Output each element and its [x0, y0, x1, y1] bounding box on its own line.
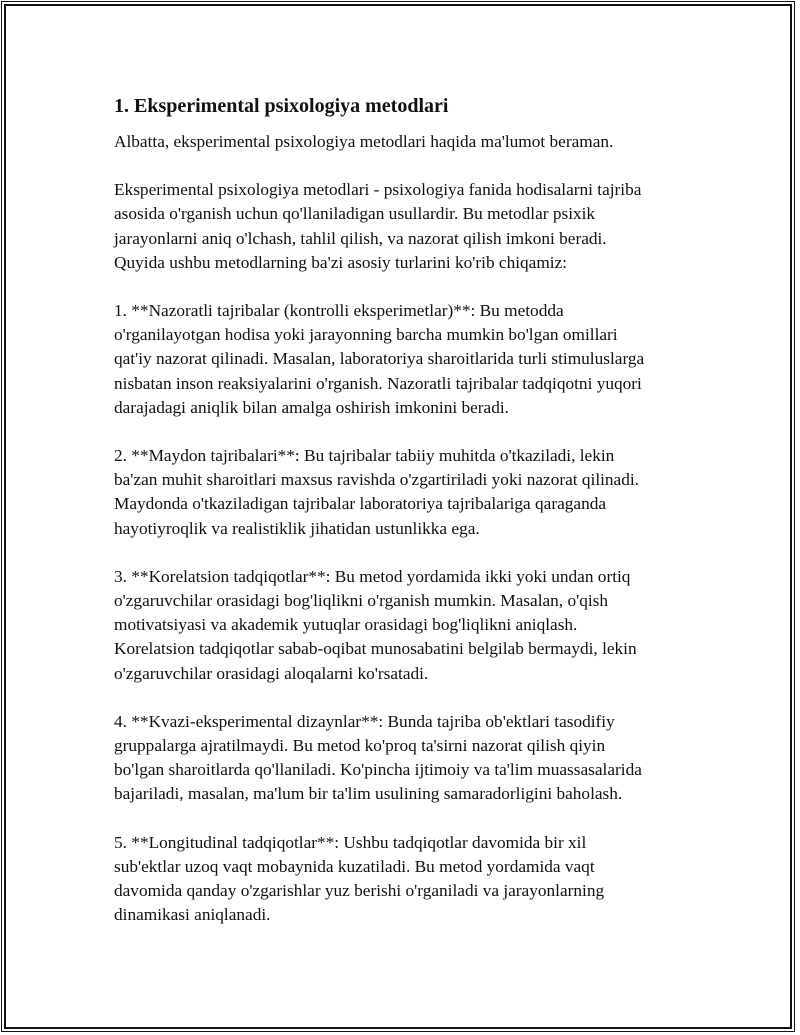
text-line: 5. **Longitudinal tadqiqotlar**: Ushbu tadqiqotlar davomida bir xil	[114, 832, 587, 852]
method-item-1	[114, 299, 704, 420]
text-line: Quyida ushbu metodlarning ba'zi asosiy turlarini ko'rib chiqamiz:	[114, 252, 568, 272]
text-line: o'zgaruvchilar orasidagi aloqalarni ko'rsatadi.	[114, 663, 429, 683]
text-line: dinamikasi aniqlanadi.	[114, 905, 271, 925]
text-line: Eksperimental psixologiya metodlari - psixologiya fanida hodisalarni tajriba	[114, 180, 642, 200]
text-line: davomida qanday o'zgarishlar yuz berishi o'rganiladi va jarayonlarning	[114, 881, 605, 901]
document-title: 1. Eksperimental psixologiya metodlari	[114, 95, 449, 117]
method-item-3	[114, 565, 704, 686]
text-line: 2. **Maydon tajribalari**: Bu tajribalar tabiiy muhitda o'tkaziladi, lekin	[114, 446, 615, 466]
text-line: nisbatan inson reaksiyalarini o'rganish. Nazoratli tajribalar tadqiqotni yuqori	[114, 373, 642, 393]
text-line: gruppalarga ajratilmaydi. Bu metod ko'proq ta'sirni nazorat qilish qiyin	[114, 736, 606, 756]
text-line: motivatsiyasi va akademik yutuqlar orasidagi bog'liqlikni aniqlash.	[114, 615, 578, 635]
text-line: Korelatsion tadqiqotlar sabab-oqibat munosabatini belgilab bermaydi, lekin	[114, 639, 637, 659]
text-line: o'rganilayotgan hodisa yoki jarayonning barcha mumkin bo'lgan omillari	[114, 325, 618, 345]
text-line: sub'ektlar uzoq vaqt mobaynida kuzatiladi. Bu metod yordamida vaqt	[114, 856, 595, 876]
text-line: 4. **Kvazi-eksperimental dizaynlar**: Bunda tajriba ob'ektlari tasodifiy	[114, 711, 615, 731]
text-line: 1. **Nazoratli tajribalar (kontrolli eksperimetlar)**: Bu metodda	[114, 301, 564, 321]
method-item-4	[114, 710, 704, 807]
text-line: bajariladi, masalan, ma'lum bir ta'lim usulining samaradorligini baholash.	[114, 784, 623, 804]
text-line: ba'zan muhit sharoitlari maxsus ravishda o'zgartiriladi yoki nazorat qilinadi.	[114, 470, 639, 490]
method-item-5	[114, 831, 704, 928]
definition-paragraph	[114, 178, 704, 275]
text-line: qat'iy nazorat qilinadi. Masalan, laboratoriya sharoitlarida turli stimuluslarga	[114, 349, 645, 369]
text-line: asosida o'rganish uchun qo'llaniladigan usullardir. Bu metodlar psixik	[114, 204, 596, 224]
text-line: Maydonda o'tkaziladigan tajribalar laboratoriya tajribalariga qaraganda	[114, 494, 607, 514]
text-line: o'zgaruvchilar orasidagi bog'liqlikni o'rganish mumkin. Masalan, o'qish	[114, 591, 609, 611]
text-line: hayotiyroqlik va realistiklik jihatidan ustunlikka ega.	[114, 518, 480, 538]
document-body	[114, 92, 704, 951]
text-line: Albatta, eksperimental psixologiya metodlari haqida ma'lumot beraman.	[114, 132, 614, 151]
text-line: jarayonlarni aniq o'lchash, tahlil qilish, va nazorat qilish imkoni beradi.	[114, 228, 607, 248]
text-line: darajadagi aniqlik bilan amalga oshirish imkonini beradi.	[114, 397, 509, 417]
method-item-2	[114, 444, 704, 541]
text-line: bo'lgan sharoitlarda qo'llaniladi. Ko'pincha ijtimoiy va ta'lim muassasalarida	[114, 760, 642, 780]
text-line: 3. **Korelatsion tadqiqotlar**: Bu metod yordamida ikki yoki undan ortiq	[114, 566, 631, 586]
intro-paragraph	[114, 130, 704, 154]
